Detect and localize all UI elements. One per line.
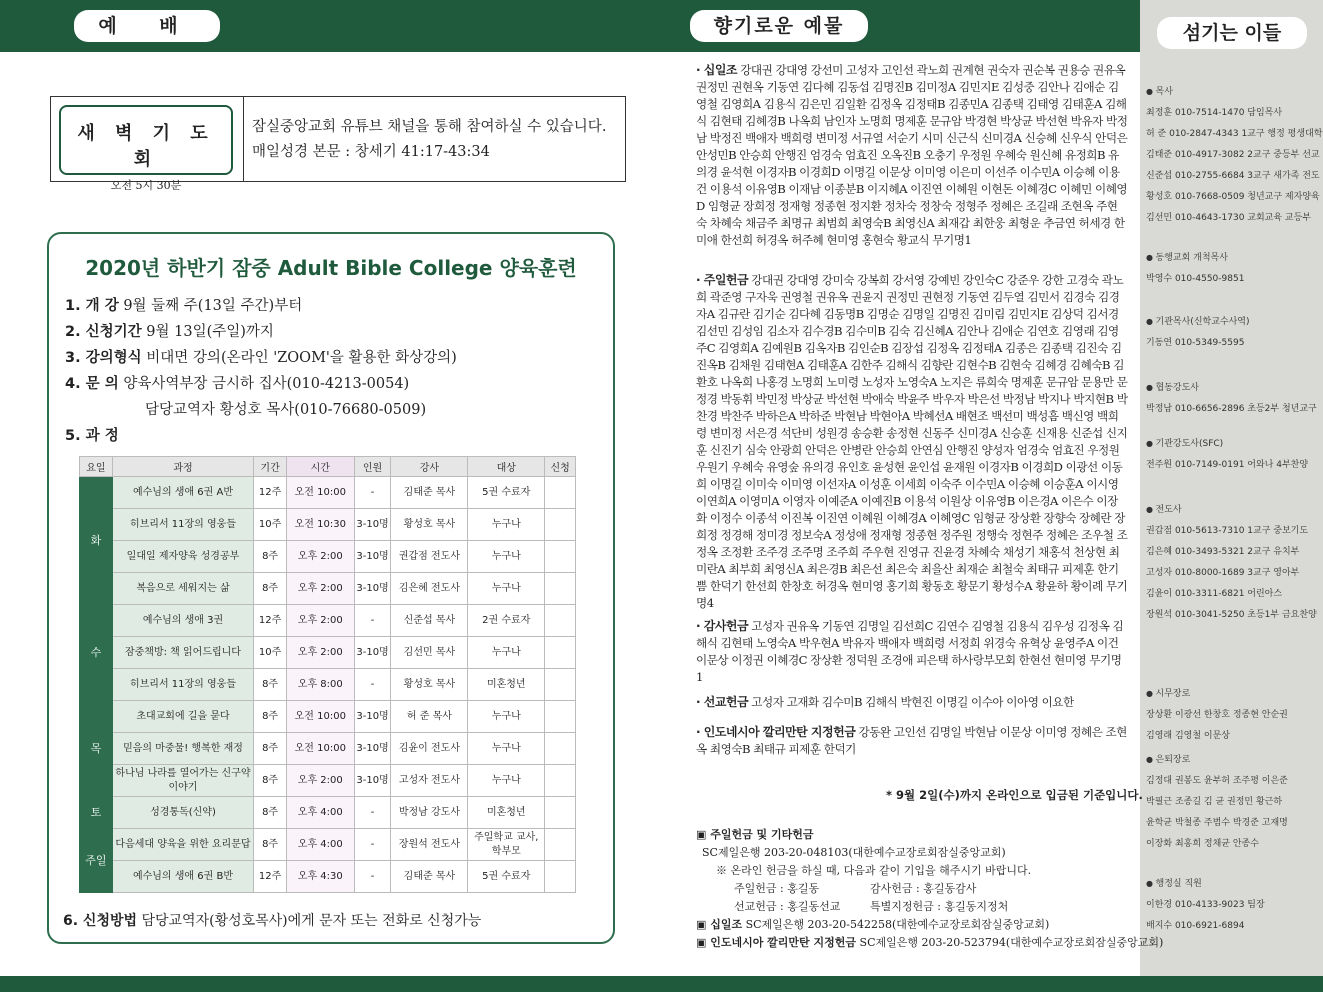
capacity-cell: - (354, 797, 391, 829)
schedule-row (80, 669, 576, 701)
bank-example: 특별지정헌금 : 홍길동지정처 (870, 900, 1009, 913)
time-cell: 오후 4:00 (286, 797, 354, 829)
staff-member: 신준섭 010-2755-6684 3교구 새가족 전도 (1146, 171, 1320, 181)
course-cell: 믿음의 마중물! 행복한 재정 (112, 733, 253, 765)
capacity-cell: - (354, 477, 391, 509)
capacity-cell: 3-10명 (354, 733, 391, 765)
target-cell: 5권 수료자 (468, 477, 545, 509)
day-cell: 토 (80, 797, 113, 829)
staff-group-title: ● 전도사 (1146, 502, 1317, 515)
time-cell: 오전 10:00 (286, 477, 354, 509)
staff-member: 김선민 010-4643-1730 교회교육 교등부 (1146, 213, 1312, 223)
target-cell: 누구나 (468, 733, 545, 765)
teacher-cell: 김태준 목사 (391, 861, 468, 893)
dawn-prayer-line2: 매일성경 본문 : 창세기 41:17-43:34 (252, 144, 490, 160)
column-header: 인원 (354, 457, 391, 477)
offering-names: 강대권 강대영 강선미 고성자 고인선 곽노희 권계현 권숙자 권순복 권용승 권유옥 권정민 권현옥 기동연 김다혜 김동섭 김명진B 김미정A 김민지E 김성중 김안나 김애순 김영철 김영희A 김용식 김은민 김일환 김정옥 김정태B 김종민A 김종택 김태영 김태훈A 김해식 김현태 김혜경B 나옥희 남인자 노명희 명제훈 문규암 박경현 박상균 박선현 박유자 박정남 박정진 백애자 백희령 변미정 서규열 서순기 시미 신근식 신미경A 신승혜 신우식 안덕은 안성민B 안승희 안행진 엄경숙 엄효진 오옥진B 오충기 우정원 우혜숙 원신혜 유정희B 유의경 윤석현 이경자B 이경희D 이명길 이문상 이미영 이은미 이선주 이수민A 이승혜 이용건 이용석 이유영B 이재남 이종분B 이지혜A 이진연 이혜원 이현돈 이혜경C 이혜민 이혜영D 임형균 장희정 정재형 정종현 정지환 정차숙 정창숙 정형주 정혜은 조길래 조현옥 주현숙 차혜숙 채금주 최명규 최범희 최영숙B 최영신A 최재갑 최한웅 최형운 추금연 허세경 한미애 한선희 허경옥 허주혜 현미영 홍현숙 황교식 무기명1 (696, 63, 1128, 247)
schedule-body (80, 477, 576, 893)
staff-group-title: ● 동행교회 개척목사 (1146, 250, 1244, 263)
apply-cell[interactable] (545, 701, 576, 733)
target-cell: 2권 수료자 (468, 605, 545, 637)
teacher-cell: 허 준 목사 (391, 701, 468, 733)
period-cell: 8주 (254, 829, 287, 861)
teacher-cell: 황성호 목사 (391, 509, 468, 541)
offering-section-label: · 감사헌금 (696, 619, 749, 633)
day-cell: 화 (80, 477, 113, 605)
staff-member: 허 준 010-2847-4343 1교구 행정 평생대학 (1146, 129, 1323, 139)
teacher-cell: 황성호 목사 (391, 669, 468, 701)
course-cell: 다음세대 양육을 위한 요리문답 (112, 829, 253, 861)
apply-cell[interactable] (545, 765, 576, 797)
staff-member: 최정훈 010-7514-1470 담임목사 (1146, 108, 1283, 118)
bank-account: SC제일은행 203-20-523794(대한예수교장로회잠실중앙교회) (859, 936, 1164, 949)
abc-item (65, 424, 119, 445)
course-cell: 일대일 제자양육 성경공부 (112, 541, 253, 573)
staff-member: 배지수 010-6921-6894 (1146, 921, 1245, 931)
abc-item (65, 294, 302, 315)
course-cell: 예수님의 생애 6권 B반 (112, 861, 253, 893)
offering-names: 강대권 강대영 강미숙 강복희 강서영 강예빈 강인숙C 강준우 강한 고경숙 곽노희 곽준영 구자욱 권영철 권유옥 권윤지 권정민 권현정 기동연 김두열 김민서 김경숙 김경자A 김규란 김기순 김다혜 김동명B 김명순 김명일 김명진 김미림 김민지E 김상덕 김서경 김선민 김성임 김소자 김수경B 김수미B 김숙 김신혜A 김안나 김애순 김연호 김영래 김영주C 김영희A 김예원B 김옥자B 김인순B 김장섭 김정옥 김정태A 김종은 김종택 김진숙 김진옥B 김채원 김태현A 김태훈A 김한주 김해식 김향란 김현수B 김현숙 김혜경 김혜숙B 김환호 나옥희 나홍경 노명희 노미령 노성자 노영숙A 노지은 류희숙 명제훈 문규암 문용만 문정경 박동휘 박민정 박상균 박선현 박애숙 박윤주 박우자 박은선 박정남 박지나 박지현B 박찬경 박찬주 박하은A 박하준 박현남 박현아A 박혜선A 배현조 백선미 백성흠 백신영 백희령 변미정 서은경 석단비 성원경 송승환 송정현 신동주 신미경A 신승훈 신재용 신준섭 신지훈 신진기 심숙 안광희 안덕은 안병란 안승희 안연심 안행진 양성자 엄경숙 엄효진 우정원 우원기 우혜숙 유영숲 유의경 유인호 윤성현 윤인섭 윤재원 이경자B 이경희D 이광선 이동희 이명길 이미숙 이미영 이선자A 이성훈 이세희 이숙주 이수민A 이승혜 이승훈A 이시영 이연희A 이영미A 이영자 이예준A 이예진B 이용석 이원상 이유영B 이은경A 이은수 이장화 이정수 이종석 이진복 이진연 이혜원 이혜경A 이혜영C 임형균 장상환 장향숙 장혜란 장희정 정경해 정미경 정보숙A 정성애 정재형 정종현 정주원 정행숙 정현주 정혜은 조우철 조정옥 조정환 조주경 조주명 조주희 주우현 진영규 진윤경 차혜숙 채성기 채홍석 천상현 최미란A 최부희 최영신A 최은경B 최은선 최은숙 최을산 최재순 최철숙 최태규 피제훈 한기쁨 한덕기 한선희 한창호 허경옥 현미영 홍기희 황동호 황문기 황성수A 황윤하 황이례 무기명4 (696, 273, 1128, 610)
staff-group-title: ● 시무장로 (1146, 686, 1288, 699)
staff-group-title: ● 기관강도사(SFC) (1146, 436, 1308, 449)
apply-cell[interactable] (545, 797, 576, 829)
offering-names: 고성자 권유옥 기동연 김명일 김선희C 김연수 김영철 김용식 김우성 김정옥 김해식 김현태 노영숙A 박우현A 박유자 백애자 백희령 서정희 위경숙 유혁상 윤영주A 이건 이문상 이정권 이혜경C 장상환 정덕원 조경애 피은택 하사랑부모회 한현선 현미영 무기명1 (696, 619, 1124, 684)
staff-member: 이한경 010-4133-9023 팀장 (1146, 900, 1265, 910)
staff-member: 장원석 010-3041-5250 초등1부 금요찬양 (1146, 610, 1317, 620)
day-cell: 목 (80, 701, 113, 797)
abc-apply-method (63, 910, 481, 930)
abc-item (65, 372, 409, 393)
staff-group-title: ● 목사 (1146, 84, 1322, 97)
column-header: 시간 (286, 457, 354, 477)
teacher-cell: 고성자 전도사 (391, 765, 468, 797)
target-cell: 5권 수료자 (468, 861, 545, 893)
offering-section-label: · 선교헌금 (696, 695, 749, 709)
period-cell: 8주 (254, 765, 287, 797)
capacity-cell: 3-10명 (354, 541, 391, 573)
staff-member: 김은혜 010-3493-5321 2교구 유치부 (1146, 547, 1300, 557)
staff-member: 김윤이 010-3311-6821 어린아스 (1146, 589, 1283, 599)
period-cell: 12주 (254, 477, 287, 509)
bank-example: 선교헌금 : 홍길동선교 (734, 900, 841, 913)
dawn-prayer-time: 오전 5시 30분 (110, 179, 182, 192)
apply-cell[interactable] (545, 541, 576, 573)
bank-example: 감사헌금 : 홍길동감사 (870, 882, 977, 895)
column-header: 강사 (391, 457, 468, 477)
dawn-prayer-line1: 잠실중앙교회 유튜브 채널을 통해 참여하실 수 있습니다. (252, 119, 607, 135)
staff-member: 김태준 010-4917-3082 2교구 중등부 선교 (1146, 150, 1320, 160)
bottom-banner (0, 976, 1323, 992)
dawn-prayer-body (243, 97, 606, 181)
staff-member: 윤학균 박철종 주범수 박경준 고재명 (1146, 818, 1288, 828)
teacher-cell: 권갑점 전도사 (391, 541, 468, 573)
bank-info (696, 826, 1163, 952)
staff-member: 장상환 이광선 한창호 정종현 안순권 (1146, 710, 1288, 720)
target-cell: 누구나 (468, 765, 545, 797)
abc-item-text: 비대면 강의(온라인 'ZOOM'을 활용한 화상강의) (146, 350, 457, 366)
staff-member: 기동연 010-5349-5595 (1146, 338, 1245, 348)
staff-member: 황성호 010-7668-0509 청년교구 제자양육 (1146, 192, 1320, 202)
time-cell: 오후 2:00 (286, 605, 354, 637)
offering-names: 강동완 고인선 김명일 박현남 이문상 이미영 정혜은 조현옥 최영숙B 최태규 피제훈 한덕기 (696, 725, 1127, 756)
period-cell: 8주 (254, 797, 287, 829)
teacher-cell: 박정남 강도사 (391, 797, 468, 829)
target-cell: 누구나 (468, 509, 545, 541)
schedule-row (80, 797, 576, 829)
target-cell: 누구나 (468, 637, 545, 669)
abc-item-text: 담당교역자 황성호 목사(010-76680-0509) (145, 402, 427, 418)
staff-member: 박영수 010-4550-9851 (1146, 274, 1245, 284)
teacher-cell: 김은혜 전도사 (391, 573, 468, 605)
abc-item-label: 3. 강의형식 (65, 350, 142, 366)
abc-title: 2020년 하반기 잠중 Adult Bible College 양육훈련 (85, 256, 577, 280)
schedule-row (80, 541, 576, 573)
schedule-row (80, 701, 576, 733)
capacity-cell: - (354, 669, 391, 701)
bank-account: SC제일은행 203-20-048103(대한예수교장로회잠실중앙교회) (702, 846, 1006, 859)
capacity-cell: 3-10명 (354, 573, 391, 605)
bank-title: ▣ 인도네시아 깔리만탄 지정헌금 (696, 936, 857, 949)
column-header: 과정 (112, 457, 253, 477)
schedule-header-row (80, 457, 576, 477)
capacity-cell: 3-10명 (354, 637, 391, 669)
apply-method-text: 담당교역자(황성호목사)에게 문자 또는 전화로 신청가능 (141, 913, 482, 929)
staff-member: 김영래 김영철 이문상 (1146, 731, 1230, 741)
dawn-prayer-box (50, 96, 626, 192)
teacher-cell: 김태준 목사 (391, 477, 468, 509)
worship-heading: 예 배 (74, 10, 220, 42)
schedule-row (80, 605, 576, 637)
offering-section (696, 724, 1128, 758)
bank-title: ▣ 주일헌금 및 기타헌금 (696, 828, 814, 841)
course-cell: 복음으로 세워지는 삶 (112, 573, 253, 605)
column-header: 요일 (80, 457, 113, 477)
offering-section (696, 272, 1128, 612)
bank-title: ▣ 십일조 (696, 918, 743, 931)
column-header: 대상 (468, 457, 545, 477)
staff-group (1146, 314, 1250, 354)
day-cell: 수 (80, 605, 113, 701)
target-cell: 누구나 (468, 701, 545, 733)
staff-group (1146, 876, 1265, 937)
schedule-row (80, 573, 576, 605)
period-cell: 8주 (254, 573, 287, 605)
staff-group (1146, 250, 1244, 290)
time-cell: 오전 10:00 (286, 701, 354, 733)
apply-cell[interactable] (545, 605, 576, 637)
teacher-cell: 김선민 목사 (391, 637, 468, 669)
abc-training-box (47, 232, 615, 944)
teacher-cell: 김윤이 전도사 (391, 733, 468, 765)
staff-member: 권갑점 010-5613-7310 1교구 중보기도 (1146, 526, 1309, 536)
abc-item-label: 4. 문 의 (65, 376, 119, 392)
apply-method-label: 6. 신청방법 (63, 913, 138, 929)
target-cell: 누구나 (468, 541, 545, 573)
period-cell: 8주 (254, 541, 287, 573)
staff-member: 고성자 010-8000-1689 3교구 영아부 (1146, 568, 1300, 578)
offering-section-label: · 주일헌금 (696, 273, 749, 287)
column-header: 신청 (545, 457, 576, 477)
staff-group (1146, 752, 1288, 855)
abc-item-label: 1. 개 강 (65, 298, 119, 314)
schedule-row (80, 509, 576, 541)
course-cell: 잠중책방: 책 읽어드립니다 (112, 637, 253, 669)
staff-group (1146, 686, 1288, 747)
time-cell: 오후 2:00 (286, 573, 354, 605)
course-cell: 히브리서 11장의 영웅들 (112, 509, 253, 541)
staff-group-title: ● 은퇴장로 (1146, 752, 1288, 765)
offering-section (696, 62, 1128, 249)
time-cell: 오후 4:30 (286, 861, 354, 893)
staff-group (1146, 502, 1317, 626)
capacity-cell: 3-10명 (354, 765, 391, 797)
offering-note: * 9월 2일(수)까지 온라인으로 입금된 기준입니다. (886, 788, 1143, 802)
course-cell: 예수님의 생애 3권 (112, 605, 253, 637)
abc-item (65, 320, 274, 341)
target-cell: 미혼청년 (468, 797, 545, 829)
abc-item-text: 9월 둘째 주(13일 주간)부터 (123, 298, 303, 314)
period-cell: 8주 (254, 733, 287, 765)
course-cell: 히브리서 11장의 영웅들 (112, 669, 253, 701)
staff-group-title: ● 협동강도사 (1146, 380, 1317, 393)
target-cell: 미혼청년 (468, 669, 545, 701)
offering-section-label: · 십일조 (696, 63, 738, 77)
dawn-prayer-title-box (59, 105, 233, 192)
servers-heading: 섬기는 이들 (1157, 17, 1307, 49)
bank-example: 주일헌금 : 홍길동 (734, 882, 820, 895)
abc-item-text: 양육사역부장 금시하 집사(010-4213-0054) (123, 376, 410, 392)
abc-item (145, 398, 426, 419)
schedule-row (80, 477, 576, 509)
apply-cell[interactable] (545, 829, 576, 861)
teacher-cell: 장원석 전도사 (391, 829, 468, 861)
abc-item-label: 5. 과 정 (65, 428, 119, 444)
staff-group (1146, 84, 1322, 229)
staff-member: 이장화 최홍희 정채균 안종수 (1146, 839, 1259, 849)
course-cell: 하나님 나라를 열어가는 신구약 이야기 (112, 765, 253, 797)
staff-member: 김정대 권봉도 윤부허 조주평 이은준 (1146, 776, 1288, 786)
schedule-table (79, 456, 576, 893)
apply-cell[interactable] (545, 637, 576, 669)
staff-group (1146, 436, 1308, 476)
time-cell: 오전 10:00 (286, 733, 354, 765)
time-cell: 오전 10:30 (286, 509, 354, 541)
time-cell: 오후 2:00 (286, 541, 354, 573)
offering-heading: 향기로운 예물 (690, 10, 868, 42)
period-cell: 10주 (254, 509, 287, 541)
abc-item-text: 9월 13일(주일)까지 (146, 324, 274, 340)
abc-item (65, 346, 457, 367)
apply-cell[interactable] (545, 477, 576, 509)
schedule-row (80, 637, 576, 669)
schedule-row (80, 861, 576, 893)
staff-member: 박필근 조종길 김 균 권정민 황근하 (1146, 797, 1283, 807)
offering-section (696, 694, 1128, 711)
bank-guide: ※ 온라인 헌금을 하실 때, 다음과 같이 기입을 해주시기 바랍니다. (716, 864, 1032, 877)
capacity-cell: - (354, 861, 391, 893)
staff-group (1146, 380, 1317, 420)
time-cell: 오후 2:00 (286, 765, 354, 797)
offering-names: 고성자 고재화 김수미B 김해식 박현진 이명길 이수아 이아영 이요한 (751, 695, 1074, 709)
schedule-row (80, 733, 576, 765)
target-cell: 주일학교 교사, 학부모 (468, 829, 545, 861)
capacity-cell: - (354, 605, 391, 637)
time-cell: 오후 4:00 (286, 829, 354, 861)
staff-group-title: ● 행정실 직원 (1146, 876, 1265, 889)
offering-section-label: · 인도네시아 깔리만탄 지정헌금 (696, 725, 856, 739)
period-cell: 12주 (254, 861, 287, 893)
staff-group-title: ● 기관목사(신학교수사역) (1146, 314, 1250, 327)
target-cell: 누구나 (468, 573, 545, 605)
abc-item-label: 2. 신청기간 (65, 324, 142, 340)
staff-member: 전주원 010-7149-0191 어와나 4부찬양 (1146, 460, 1309, 470)
column-header: 기간 (254, 457, 287, 477)
capacity-cell: 3-10명 (354, 509, 391, 541)
capacity-cell: 3-10명 (354, 701, 391, 733)
capacity-cell: - (354, 829, 391, 861)
apply-cell[interactable] (545, 509, 576, 541)
period-cell: 10주 (254, 637, 287, 669)
schedule-row (80, 829, 576, 861)
apply-cell[interactable] (545, 669, 576, 701)
time-cell: 오후 2:00 (286, 637, 354, 669)
period-cell: 12주 (254, 605, 287, 637)
bank-account: SC제일은행 203-20-542258(대한예수교장로회잠실중앙교회) (745, 918, 1050, 931)
day-cell: 주일 (80, 829, 113, 893)
course-cell: 성경통독(신약) (112, 797, 253, 829)
staff-member: 박정남 010-6656-2896 초등2부 청년교구 (1146, 404, 1317, 414)
apply-cell[interactable] (545, 733, 576, 765)
period-cell: 8주 (254, 701, 287, 733)
course-cell: 예수님의 생애 6권 A반 (112, 477, 253, 509)
apply-cell[interactable] (545, 861, 576, 893)
period-cell: 8주 (254, 669, 287, 701)
course-cell: 초대교회에 길을 묻다 (112, 701, 253, 733)
teacher-cell: 신준섭 목사 (391, 605, 468, 637)
dawn-prayer-title: 새 벽 기 도 회 (77, 123, 215, 170)
time-cell: 오후 8:00 (286, 669, 354, 701)
offering-section (696, 618, 1128, 686)
schedule-row (80, 765, 576, 797)
apply-cell[interactable] (545, 573, 576, 605)
